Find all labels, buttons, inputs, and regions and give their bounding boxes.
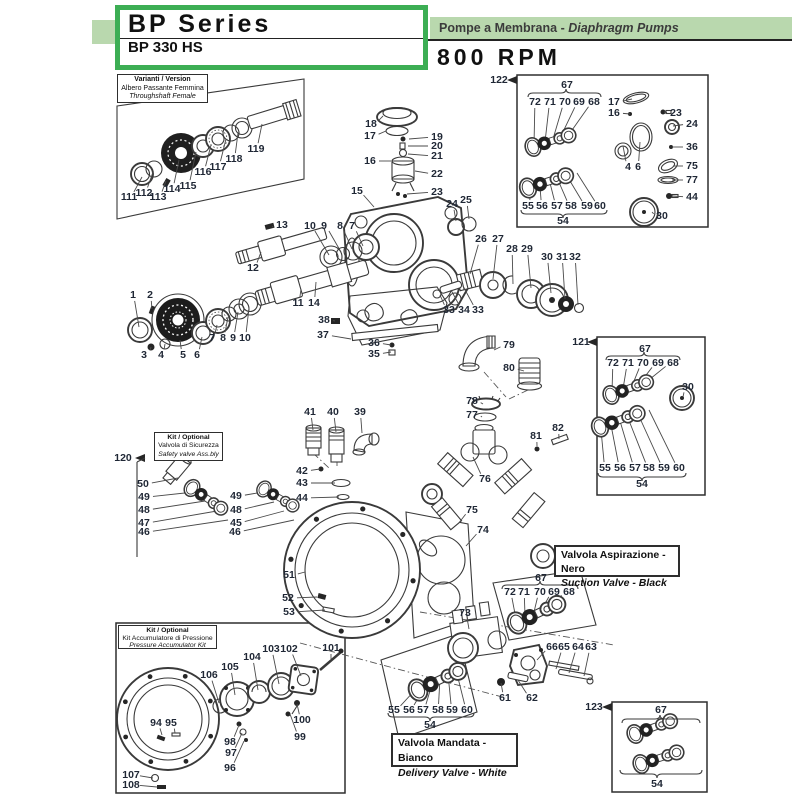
part-number: 22 <box>431 168 443 180</box>
part-number: 33 <box>472 304 484 316</box>
part-number: 33 <box>443 304 455 316</box>
part-number: 27 <box>492 233 504 245</box>
part-number: 55 <box>388 704 400 716</box>
page-title: BP Series <box>120 10 423 39</box>
part-number: 102 <box>280 643 298 655</box>
part-number: 49 <box>230 490 242 502</box>
part-number: 26 <box>475 233 487 245</box>
part-number: 23 <box>431 186 443 198</box>
part-number: 64 <box>572 641 584 653</box>
part-number: 72 <box>504 586 516 598</box>
part-number: 54 <box>557 215 569 227</box>
part-number: 4 <box>158 349 164 361</box>
part-number: 59 <box>581 200 593 212</box>
part-number: 67 <box>561 79 573 91</box>
part-number: 69 <box>548 586 560 598</box>
part-number: 117 <box>209 161 227 173</box>
part-number: 7 <box>349 220 355 232</box>
part-number: 11 <box>292 297 304 309</box>
part-number: 112 <box>135 187 153 199</box>
part-number: 57 <box>629 462 641 474</box>
part-number: 118 <box>225 153 243 165</box>
part-number: 46 <box>138 526 150 538</box>
rpm-label: 800 RPM <box>437 44 561 70</box>
part-number: 122 <box>490 74 508 86</box>
part-number: 58 <box>643 462 655 474</box>
part-number: 67 <box>535 572 547 584</box>
part-number: 16 <box>608 107 620 119</box>
part-number: 82 <box>552 422 564 434</box>
part-number: 72 <box>607 357 619 369</box>
banner-italian: Pompe a Membrana - <box>439 21 569 35</box>
series-box <box>115 5 428 70</box>
part-number: 75 <box>466 504 478 516</box>
part-number: 113 <box>149 191 167 203</box>
part-number: 71 <box>518 586 530 598</box>
part-number: 18 <box>365 118 377 130</box>
part-number: 3 <box>141 349 147 361</box>
part-number: 96 <box>224 762 236 774</box>
variants-line2: Throughshaft Female <box>129 93 196 101</box>
part-number: 8 <box>337 220 343 232</box>
safety-line1: Valvola di Sicurezza <box>158 442 219 450</box>
part-number: 30 <box>682 381 694 393</box>
part-number: 120 <box>114 452 132 464</box>
part-number: 70 <box>534 586 546 598</box>
part-number: 74 <box>477 524 489 536</box>
part-number: 13 <box>276 219 288 231</box>
part-number: 24 <box>446 198 458 210</box>
part-number: 50 <box>137 478 149 490</box>
part-number: 8 <box>220 332 226 344</box>
part-number: 19 <box>431 131 443 143</box>
part-number: 106 <box>200 669 218 681</box>
suction-line1: Valvola Aspirazione - Nero <box>561 549 666 575</box>
part-number: 97 <box>225 747 237 759</box>
part-number: 9 <box>230 332 236 344</box>
part-number: 108 <box>122 779 140 791</box>
part-number: 58 <box>432 704 444 716</box>
part-number: 10 <box>304 220 316 232</box>
part-number: 63 <box>585 641 597 653</box>
part-number: 31 <box>556 251 568 263</box>
part-number: 41 <box>304 406 316 418</box>
part-number: 77 <box>686 174 698 186</box>
part-number: 115 <box>179 180 197 192</box>
part-number: 69 <box>652 357 664 369</box>
part-number: 38 <box>318 314 330 326</box>
part-number: 67 <box>639 343 651 355</box>
part-number: 15 <box>351 185 363 197</box>
part-number: 107 <box>122 769 140 781</box>
part-number: 75 <box>686 160 698 172</box>
part-number: 76 <box>479 473 491 485</box>
part-number: 105 <box>221 661 239 673</box>
part-number: 51 <box>283 569 295 581</box>
part-number: 61 <box>499 692 511 704</box>
part-number: 21 <box>431 150 443 162</box>
part-number: 59 <box>658 462 670 474</box>
part-number: 114 <box>163 183 181 195</box>
part-number: 53 <box>283 606 295 618</box>
part-number: 48 <box>138 504 150 516</box>
part-number: 123 <box>585 701 603 713</box>
part-number: 65 <box>558 641 570 653</box>
part-number: 55 <box>599 462 611 474</box>
part-number: 52 <box>282 592 294 604</box>
delivery-line2: Delivery Valve - White <box>398 767 507 779</box>
part-number: 55 <box>522 200 534 212</box>
part-number: 98 <box>224 736 236 748</box>
part-number: 121 <box>572 336 590 348</box>
part-number: 7 <box>209 332 215 344</box>
part-number: 99 <box>294 731 306 743</box>
part-number: 40 <box>327 406 339 418</box>
part-number: 69 <box>573 96 585 108</box>
delivery-line1: Valvola Mandata - Bianco <box>398 737 487 764</box>
part-number: 47 <box>138 517 150 529</box>
part-number: 2 <box>147 289 153 301</box>
part-number: 20 <box>431 140 443 152</box>
part-number: 59 <box>446 704 458 716</box>
part-number: 71 <box>622 357 634 369</box>
model-label: BP 330 HS <box>128 39 203 56</box>
part-number: 68 <box>667 357 679 369</box>
part-number: 70 <box>559 96 571 108</box>
part-number: 104 <box>243 651 261 663</box>
part-number: 103 <box>262 643 280 655</box>
part-number: 16 <box>364 155 376 167</box>
part-number: 71 <box>544 96 556 108</box>
part-number: 56 <box>536 200 548 212</box>
part-number: 73 <box>459 607 471 619</box>
part-number: 56 <box>403 704 415 716</box>
part-number: 17 <box>608 96 620 108</box>
part-number: 9 <box>321 220 327 232</box>
part-number: 23 <box>670 107 682 119</box>
part-number: 60 <box>673 462 685 474</box>
part-number: 5 <box>180 349 186 361</box>
part-number: 72 <box>529 96 541 108</box>
part-number: 54 <box>424 719 436 731</box>
part-number: 67 <box>655 704 667 716</box>
part-number: 58 <box>565 200 577 212</box>
part-number: 62 <box>526 692 538 704</box>
part-number: 32 <box>569 251 581 263</box>
accumulator-line1: Kit Accumulatore di Pressione <box>122 634 213 642</box>
part-number: 30 <box>656 210 668 222</box>
accumulator-title: Kit / Optional <box>146 627 189 634</box>
part-number: 1 <box>130 289 136 301</box>
part-number: 14 <box>308 297 320 309</box>
part-number: 44 <box>296 492 308 504</box>
part-number: 95 <box>165 717 177 729</box>
part-number: 12 <box>247 262 259 274</box>
part-number: 77 <box>466 409 478 421</box>
part-number: 34 <box>458 304 470 316</box>
part-number: 94 <box>150 717 162 729</box>
part-number: 100 <box>293 714 311 726</box>
part-number: 49 <box>138 491 150 503</box>
part-number: 80 <box>503 362 515 374</box>
part-number: 79 <box>503 339 515 351</box>
part-number: 24 <box>686 118 698 130</box>
part-number: 81 <box>530 430 542 442</box>
banner-english: Diaphragm Pumps <box>568 21 679 35</box>
part-number: 57 <box>417 704 429 716</box>
part-number: 60 <box>461 704 473 716</box>
part-number: 56 <box>614 462 626 474</box>
part-number: 29 <box>521 243 533 255</box>
variants-line1: Albero Passante Femmina <box>121 84 204 92</box>
part-number: 42 <box>296 465 308 477</box>
part-number: 68 <box>588 96 600 108</box>
safety-line2: Safety valve Ass.bly <box>158 450 219 458</box>
safety-title: Kit / Optional <box>167 434 210 441</box>
part-number: 66 <box>546 641 558 653</box>
part-number: 70 <box>637 357 649 369</box>
part-number: 54 <box>651 778 663 790</box>
part-number: 119 <box>247 143 265 155</box>
part-number: 46 <box>229 526 241 538</box>
part-number: 44 <box>686 191 698 203</box>
part-number: 48 <box>230 504 242 516</box>
suction-line2: Suction Valve - Black <box>561 577 667 589</box>
part-number: 101 <box>322 642 340 654</box>
part-number: 10 <box>239 332 251 344</box>
part-number: 36 <box>686 141 698 153</box>
accumulator-line2: Pressure Accumulator Kit <box>129 642 206 650</box>
part-number: 39 <box>354 406 366 418</box>
part-number: 68 <box>563 586 575 598</box>
part-number: 111 <box>120 191 138 203</box>
part-number: 116 <box>194 166 212 178</box>
part-number: 30 <box>541 251 553 263</box>
part-number: 25 <box>460 194 472 206</box>
part-number: 36 <box>368 337 380 349</box>
part-number: 54 <box>636 478 648 490</box>
part-number: 28 <box>506 243 518 255</box>
part-number: 43 <box>296 477 308 489</box>
part-number: 37 <box>317 329 329 341</box>
part-number: 45 <box>230 517 242 529</box>
part-number: 4 <box>625 161 631 173</box>
part-number: 57 <box>551 200 563 212</box>
part-number: 78 <box>466 395 478 407</box>
part-number: 17 <box>364 130 376 142</box>
part-number: 35 <box>368 348 380 360</box>
part-number: 6 <box>194 349 200 361</box>
part-number: 6 <box>635 161 641 173</box>
part-number: 60 <box>594 200 606 212</box>
variants-title: Varianti / Version <box>134 76 191 83</box>
